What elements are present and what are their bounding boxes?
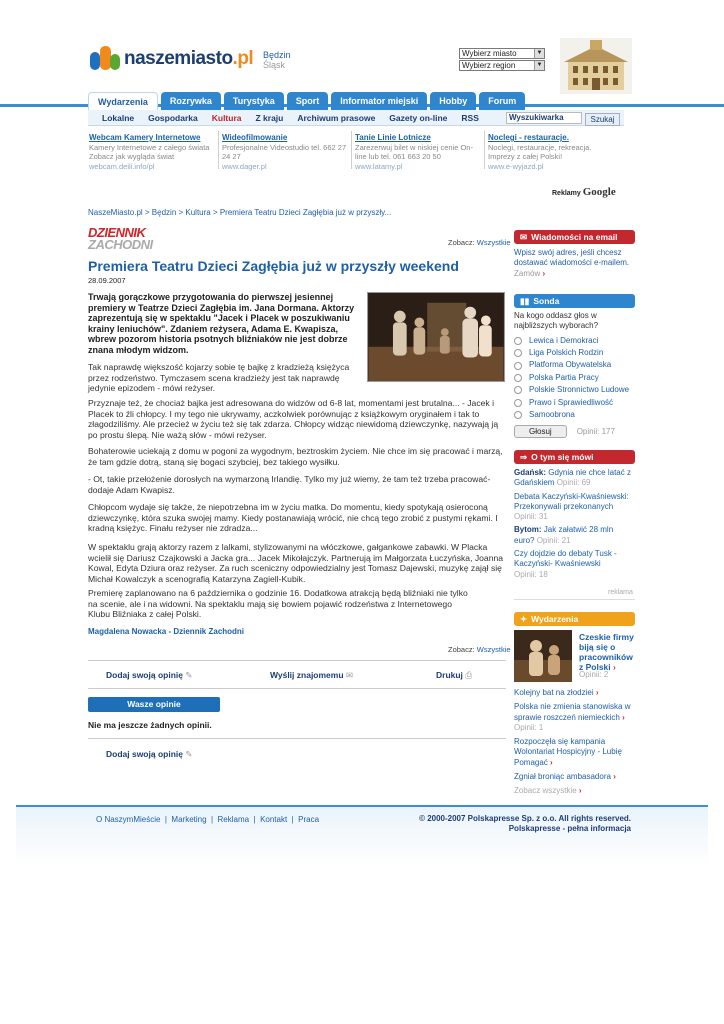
arrow-right-icon: › <box>613 772 616 782</box>
arrow-right-icon: › <box>613 662 616 672</box>
arrow-right-icon: › <box>622 712 625 722</box>
see-all-link[interactable]: Wszystkie <box>476 645 511 654</box>
google-ads-label[interactable]: Reklamy Google <box>552 186 616 198</box>
send-to-friend-button[interactable]: Wyślij znajomemu ✉ <box>270 670 354 680</box>
dziennik-zachodni-logo: DZIENNIK ZACHODNI <box>88 225 153 252</box>
envelope-icon: ✉ <box>520 232 528 242</box>
event-item[interactable]: Rozpoczęła się kampania Wolontariat Hospicyjny - Lubię Pomagać › <box>514 737 622 767</box>
poll-option[interactable]: Polska Partia Pracy <box>514 372 635 384</box>
divider <box>514 599 635 600</box>
poll-option[interactable]: Polskie Stronnictwo Ludowe <box>514 384 635 396</box>
tab-rozrywka[interactable]: Rozrywka <box>161 92 221 111</box>
copyright-text: © 2000-2007 Polskapresse Sp. z o.o. All rights reserved. <box>419 814 631 823</box>
subnav-kultura[interactable]: Kultura <box>211 112 242 123</box>
region-select[interactable]: Wybierz region ▼ <box>459 60 545 71</box>
ad-item[interactable]: Tanie Linie Lotnicze Zarezerwuj bilet w niskiej cenie On-line lub tel. 061 663 20 50 www.latamy.pl <box>355 133 473 171</box>
copyright <box>399 814 631 834</box>
ad-item[interactable]: Noclegi - restauracje. Noclegi, restauracje, rekreacja. Imprezy z całej Polski! www.e-wyjazd.pl <box>488 133 592 171</box>
article-paragraph: - Ot, takie przełożenie dorosłych na wymarzoną Irlandię. Tylko my już wiemy, że tam też trzeba pracować- dodaje Adam Kwapisz. <box>88 474 491 495</box>
star-icon: ✦ <box>520 614 528 624</box>
ad-item[interactable]: Webcam Kamery Internetowe Kamery Internetowe z całego świata Zobacz jak wygląda świat webcam.deili.info/pl <box>89 133 210 171</box>
talk-box <box>514 450 635 583</box>
event-item[interactable]: Kolejny bat na złodziei › <box>514 688 599 697</box>
radio-button[interactable] <box>514 349 522 357</box>
ad-label: reklama <box>608 589 633 596</box>
tab-turystyka[interactable]: Turystyka <box>224 92 284 111</box>
radio-button[interactable] <box>514 411 522 419</box>
talk-header: ⇒ O tym się mówi <box>514 450 635 464</box>
logo-icon <box>88 42 124 76</box>
see-all-link[interactable]: Wszystkie <box>476 238 511 247</box>
bar-chart-icon: ▮▮ <box>520 296 530 306</box>
article-author[interactable]: Magdalena Nowacka - Dziennik Zachodni <box>88 627 245 636</box>
tab-wydarzenia[interactable]: Wydarzenia <box>88 92 158 111</box>
footer-link[interactable]: O NaszymMieście <box>96 815 161 824</box>
article-paragraph: Przyznaje też, że chociaż bajka jest adresowana do widzów od 6-8 lat, momentami jest brutalna... - Jacek i Placek to źli chłopcy. I my tego nie ukrywamy, aczkolwiek porównując z książkowym oryginałem i tak to złagodziliśmy. Ale przecież w życiu też się tak zdarza. Chłopcy widząc niewidomą dziewczynkę, nazywają ją po prostu ślepą. Nie ważą słów - mówi reżyser. <box>88 398 499 440</box>
event-feature-opinions: Opinii: 2 <box>579 670 609 679</box>
poll-question: Na kogo oddasz głos w najbliższych wyborach? <box>514 311 599 331</box>
radio-button[interactable] <box>514 374 522 382</box>
poll-opinions-count: Opinii: 177 <box>576 426 615 436</box>
city-link[interactable]: Będzin <box>263 50 291 60</box>
article-paragraph: W spektaklu grają aktorzy razem z lalkami, stylizowanymi na włóczkowe, gałgankowe zabawki. W Placka wcielił się Dariusz Czajkowski a Jacka gra... Jacek Mikołajczyk. Partnerują im Małgorzata Łuczyńska, Joanna Kowal, Edyta Dziura oraz reżyser. Za ruch sceniczny odpowiedzialny jest Tomasz Dajewski, muzykę zajął się Michał Kowalczyk a scenografią Katarzyna Zagiell-Kubik. <box>88 542 504 584</box>
talk-item[interactable]: Debata Kaczyński-Kwaśniewski: Przekonywali przekonanych Opinii: 31 <box>514 491 629 522</box>
email-box-text: Wpisz swój adres, jeśli chcesz dostawać wiadomości e-mailem. <box>514 248 630 268</box>
subnav-lokalne[interactable]: Lokalne <box>102 112 135 123</box>
tab-hobby[interactable]: Hobby <box>430 92 476 111</box>
main-tabs <box>88 92 525 111</box>
vote-button[interactable]: Głosuj <box>514 425 567 438</box>
chevron-down-icon: ▼ <box>534 49 544 58</box>
article-paragraph: Bohaterowie uciekają z domu w pogoni za wygodnym, beztroskim życiem. Nie chce im się pracować i marzą, że tam gdzie dotrą, staną się bogaci szybciej, bez takiego wysiłku. <box>88 446 503 467</box>
poll-option[interactable]: Liga Polskich Rodzin <box>514 347 635 359</box>
event-thumbnail[interactable] <box>514 630 572 682</box>
radio-button[interactable] <box>514 386 522 394</box>
talk-item[interactable]: Czy dojdzie do debaty Tusk - Kaczyński- Kwaśniewski Opinii: 18 <box>514 549 617 579</box>
poll-box <box>514 294 635 438</box>
article-photo[interactable] <box>367 292 505 382</box>
envelope-icon: ✉ <box>345 670 354 680</box>
article-paragraph: Premierę zaplanowano na 6 października o godzinie 16. Dodatkowa atrakcją będą bliźniaki nie tylko na scenie, ale i na widowni. Na spektaklu mają się bowiem pojawić rodzeństwa z Internetowego Klubu Bliźniaka z całej Polski. <box>88 588 468 620</box>
see-all: Zobacz: Wszystkie <box>448 645 511 654</box>
divider <box>484 131 485 169</box>
email-box-header: ✉ Wiadomości na email <box>514 230 635 244</box>
search-button[interactable]: Szukaj <box>585 113 620 126</box>
event-feature-link[interactable]: Czeskie firmy biją się o pracowników z Polski › <box>579 632 634 672</box>
footer-link[interactable]: Reklama <box>217 815 250 824</box>
article-title: Premiera Teatru Dzieci Zagłębia już w przyszły weekend <box>88 258 459 274</box>
subnav-archiwum[interactable]: Archiwum prasowe <box>297 112 376 123</box>
tab-forum[interactable]: Forum <box>479 92 525 111</box>
talk-item[interactable]: Bytom: Jak załatwić 28 mln euro? Opinii: 21 <box>514 525 614 545</box>
divider <box>88 738 506 739</box>
divider <box>351 131 352 169</box>
city-info <box>263 50 291 70</box>
no-opinions-text: Nie ma jeszcze żadnych opinii. <box>88 720 212 730</box>
article-date: 28.09.2007 <box>88 276 126 285</box>
site-logo[interactable] <box>88 42 253 76</box>
arrow-right-icon: › <box>595 688 599 697</box>
footer-links: O NaszymMieście | Marketing | Reklama | Kontakt | Praca <box>96 815 320 824</box>
add-opinion-button[interactable]: Dodaj swoją opinię ✎ <box>106 749 193 759</box>
printer-icon: ⎙ <box>465 670 473 680</box>
town-hall-image <box>560 38 632 94</box>
tab-sport[interactable]: Sport <box>287 92 329 111</box>
chevron-down-icon: ▼ <box>534 61 544 70</box>
events-header: ✦ Wydarzenia <box>514 612 635 626</box>
footer-link[interactable]: Marketing <box>171 815 207 824</box>
logo-text: naszemiasto.pl <box>124 48 254 69</box>
region-label: Śląsk <box>263 60 286 70</box>
see-all-events-link[interactable]: Zobacz wszystkie › <box>514 786 582 796</box>
arrow-right-icon: › <box>550 757 553 767</box>
footer-link[interactable]: Kontakt <box>260 815 288 824</box>
poll-option[interactable]: Lewica i Demokraci <box>514 335 635 347</box>
arrow-right-icon: › <box>578 786 582 796</box>
search-input[interactable]: Wyszukiwarka <box>506 112 582 124</box>
article-lead: Trwają gorączkowe przygotowania do pierwszej jesiennej premiery w Teatrze Dzieci Zagłębia im. Jana Dormana. Aktorzy zaprezentują się w spektaklu "Jacek i Placek w poszukiwaniu krainy leniuchów". Zdaniem reżysera, Adama E. Kwapisza, wbrew pozorom historia psotnych bliźniaków nie jest dobrze znana młodym widzom. <box>88 292 355 355</box>
see-all: Zobacz: Wszystkie <box>448 238 511 247</box>
subnav-gospodarka[interactable]: Gospodarka <box>148 112 198 123</box>
article-paragraph: Tak naprawdę większość kojarzy sobie tę bajkę z kradzieżą księżyca przez rodzeństwo. Tymczasem scena kradzieży jest tak naprawdę jedynie epizodem - mówi reżyser. <box>88 362 350 394</box>
radio-button[interactable] <box>514 337 522 345</box>
divider <box>218 131 219 169</box>
event-item[interactable]: Zgniał broniąc ambasadora › <box>514 772 616 782</box>
subnav-gazety[interactable]: Gazety on-line <box>389 112 448 123</box>
poll-option[interactable]: Prawo i Sprawiedliwość <box>514 397 635 409</box>
poll-options <box>514 335 635 422</box>
article-paragraph: Chłopcom wydaje się także, że niepotrzebna im w życiu matka. Do momentu, kiedy spotykają osieroconą dziewczynkę, która szuka swojej mamy. Kiedy postanawiają wrócić, nie chcą tego zrobić z pustymi rękami. I kradną księżyc. Finału reżyser nie zdradza... <box>88 502 498 534</box>
radio-button[interactable] <box>514 362 522 370</box>
subnav-rss[interactable]: RSS <box>461 112 479 123</box>
divider <box>88 660 506 661</box>
breadcrumb[interactable]: NaszeMiasto.pl > Będzin > Kultura > Premiera Teatru Dzieci Zagłębia już w przyszły... <box>88 208 392 217</box>
event-item[interactable]: Polska nie zmienia stanowiska w sprawie roszczeń niemieckich › Opinii: 1 <box>514 702 631 732</box>
poll-option[interactable]: Platforma Obywatelska <box>514 359 635 371</box>
events-list <box>514 688 635 797</box>
radio-button[interactable] <box>514 399 522 407</box>
city-select[interactable]: Wybierz miasto ▼ <box>459 48 545 59</box>
add-opinion-button[interactable]: Dodaj swoją opinię ✎ <box>106 670 193 680</box>
publisher-link[interactable]: Polskapresse - pełna informacja <box>508 824 631 833</box>
pencil-icon: ✎ <box>185 749 193 759</box>
arrow-right-icon: › <box>542 268 546 278</box>
talk-list <box>514 468 635 580</box>
footer-link[interactable]: Praca <box>298 815 320 824</box>
email-box <box>514 230 635 279</box>
divider <box>88 688 506 689</box>
tab-informator[interactable]: Informator miejski <box>331 92 427 111</box>
poll-header: ▮▮ Sonda <box>514 294 635 308</box>
pencil-icon: ✎ <box>185 670 193 680</box>
print-button[interactable]: Drukuj ⎙ <box>436 670 473 680</box>
ad-item[interactable]: Wideofilmowanie Profesjonalne Videostudio tel. 662 27 24 27 www.dager.pl <box>222 133 347 171</box>
speech-icon: ⇒ <box>520 452 528 462</box>
poll-option[interactable]: Samoobrona <box>514 409 635 421</box>
talk-item[interactable]: Gdańsk: Gdynia nie chce latać z Gdańskiem Opinii: 69 <box>514 468 631 488</box>
opinions-header: Wasze opinie <box>88 697 220 712</box>
events-box <box>514 612 635 626</box>
subnav-z-kraju[interactable]: Z kraju <box>255 112 284 123</box>
subscribe-link[interactable]: Zamów › <box>514 268 546 278</box>
